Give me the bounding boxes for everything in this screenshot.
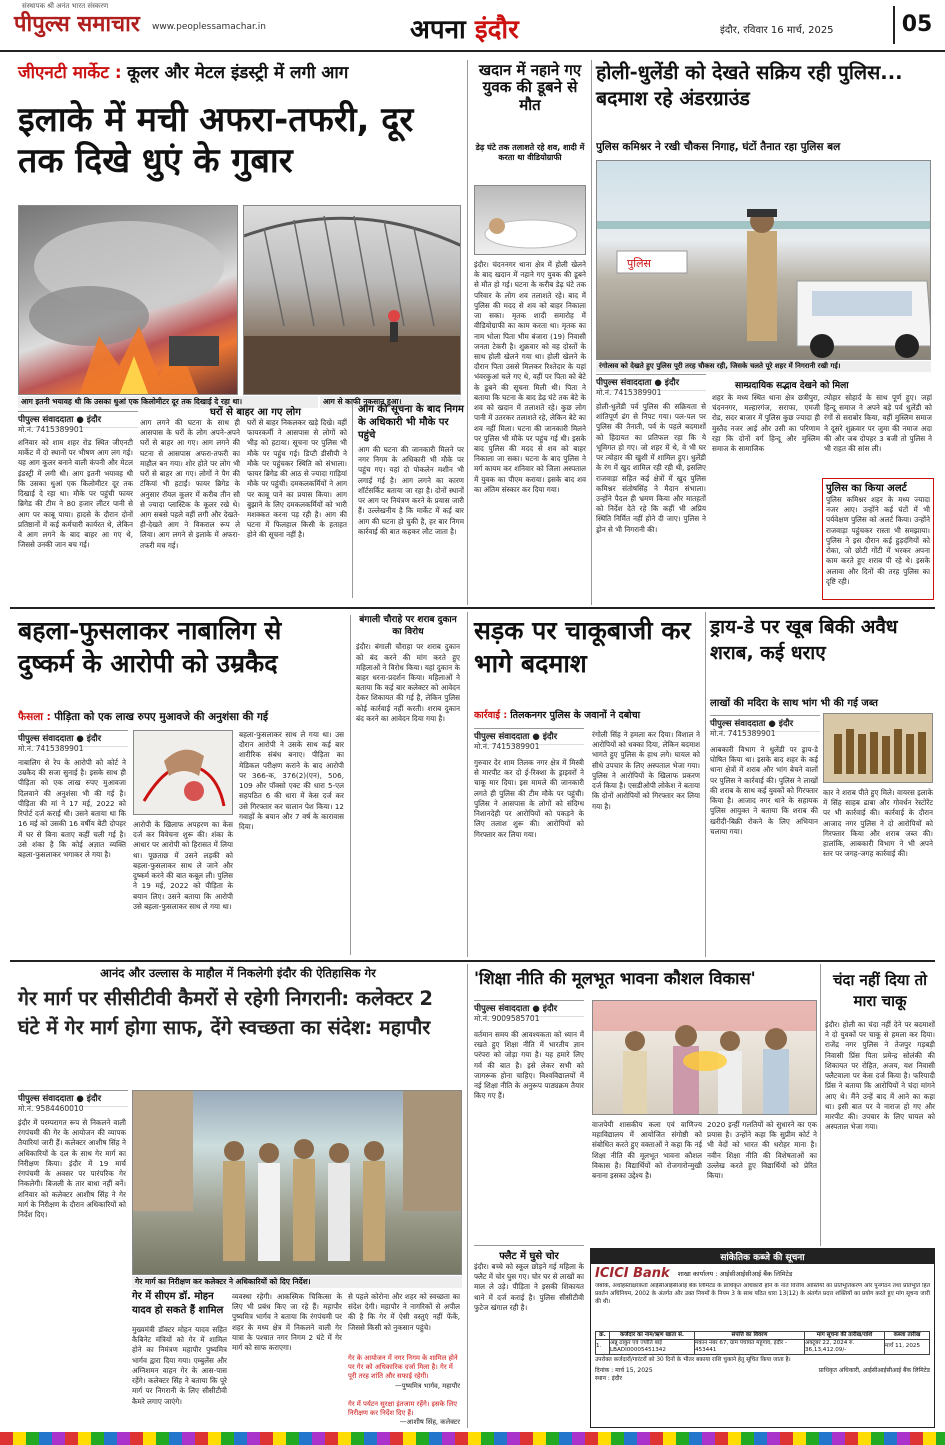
column-divider xyxy=(591,60,592,605)
police-alert-title: पुलिस का किया अलर्ट xyxy=(826,483,907,494)
police-alert-box xyxy=(822,478,934,600)
bank-notice-date: दिनांक : मार्च 15, 2025 xyxy=(595,1367,653,1375)
bank-notice-title: सांकेतिक कब्जे की सूचना xyxy=(591,1249,934,1264)
registration-color-strip xyxy=(0,1432,945,1445)
story6-deck: लाखों की मदिरा के साथ भांग भी की गई जब्त xyxy=(710,698,878,709)
table-header-cell: क्र. xyxy=(596,1332,610,1340)
officials-inspection-illustration xyxy=(133,1091,462,1275)
story4-headline: बहला-फुसलाकर नाबालिग से दुष्कर्म के आरोपी को उम्रकैद xyxy=(18,616,282,678)
story4-byline: पीपुल्स संवाददाता ● इंदौर xyxy=(18,730,128,747)
story2-text: इंदौर। चंदननगर थाना क्षेत्र में होली खेलने के बाद खदान में नहाने गए युवक की डूबने से मौत हो गई। घटना के करीब डेढ़ घंटे तक परिवार के लोग शव तलाशते रहे। बाद में पुलिस की मदद से शव को बाहर निकाला जा सका। मृतक शादी समारोह में वीडियोग्राफी का काम करता था। मृतक का नाम भोला पिता भीम बंजारा (19) निवासी जनता टेकरी है। शुक्रवार को वह दोस्तों के साथ होली खेलने गया था। होली खेलने के दौरान पिता उससे मिलकर रिश्तेदार के यहां भंवरकुआं चले गए थे, वहीं पर पिता को बेटे के डूबने की सूचना मिली थी। पिता ने बताया कि घटना के बाद डेढ़ घंटे तक बेटे के शव को खदान में तलाशते रहे। कुछ लोग पानी में उतरकर तलाशते रहे, लेकिन बेटे का शव नहीं मिला। घटना की जानकारी मिलने पर पुलिस भी मौके पर पहुंच गई थी। इसके बाद पुलिस की मदद से शव को बाहर निकाला जा सका। घटना के बाद पुलिस ने मर्ग कायम कर शनिवार को जिला अस्पताल में युवक का पीएम कराया। इसके बाद शव का अंतिम संस्कार कर दिया गया। xyxy=(474,260,586,494)
story4-sidebox-text: इंदौर। बंगाली चौराहा पर शराब दुकान को बंद करने की मांग करते हुए महिलाओं ने विरोध किया। यहां दुकान के बाहर धरना-प्रदर्शन किया। महिलाओं ने बताया कि कई बार कलेक्टर को आवेदन देकर शिकायत की गई है, लेकिन पुलिस कोई कार्रवाई नहीं करती। शराब दुकान बंद करने का आवेदन दिया गया है। xyxy=(356,642,460,723)
story4-sidebox xyxy=(350,615,460,955)
bank-notice-table-header xyxy=(596,1332,930,1340)
story8-photo xyxy=(592,1000,817,1115)
story8-mobile: मो.नं. 9009585701 xyxy=(474,1014,540,1023)
story6-byline: पीपुल्स संवाददाता ● इंदौर xyxy=(710,715,820,732)
story1-sidebox xyxy=(352,403,464,598)
section-title xyxy=(410,10,519,46)
story3-photo-caption: रंगोत्सव को देखते हुए पुलिस पूरी तरह चौकस रही, जिसके चलते पूरे शहर में निगरानी रखी गई। xyxy=(596,361,931,372)
story2-photo xyxy=(474,185,586,255)
theft-subhead: फ्लैट में घुसे चोर xyxy=(474,1245,584,1262)
story6-mobile: मो.नं. 7415389901 xyxy=(710,729,776,738)
story1-byline: पीपुल्स संवाददाता ● इंदौर xyxy=(18,411,138,428)
story4-sidebox-title: बंगाली चौराहे पर शराब दुकान का विरोध xyxy=(359,615,457,637)
story7-text-col3: व्यवस्था रहेगी। आकस्मिक चिकित्सा के लिए भी प्रबंध किए जा रहे हैं। महापौर पुष्यमित्र भार्गव ने बताया कि रंगपंचमी पर शहर के मध्य क्षेत्र में निकलने वाली गेर यात्रा के पश्चात नगर निगम 2 घंटे में गेर मार्ग को साफ कराएगा। xyxy=(232,1292,342,1353)
bank-notice-table xyxy=(595,1331,930,1355)
table-cell: अन्नू ठाकुर एवं ज्योति बाई LBADI00005451342 xyxy=(610,1339,695,1354)
mayor-quote xyxy=(348,1354,460,1391)
story1-sidebox-text: आग की घटना की जानकारी मिलने पर नगर निगम के अधिकारी भी मौके पर पहुंच गए। यहां दो पोकलेन मशीन भी लगाई गई है। आग लगने का कारण शॉर्टसर्किट बताया जा रहा है। दोनों स्थानों पर आग पर नियंत्रण करने के प्रयास जारी हैं। उल्लेखनीय है कि मार्केट में कई बार आग की घटना हो चुकी है, हर बार निगम कार्रवाई की बात कहकर लौट जाता है। xyxy=(358,445,464,536)
masthead xyxy=(0,0,945,52)
bank-notice-date-place xyxy=(595,1366,653,1382)
fire-photo-2 xyxy=(243,205,461,395)
section-title-accent: इंदौर xyxy=(474,15,519,45)
story5-mobile: मो.नं. 7415389901 xyxy=(474,742,540,751)
column-divider xyxy=(820,964,821,1246)
story3-mobile: मो.नं. 7415389901 xyxy=(596,388,662,397)
story8-headline: 'शिक्षा नीति की मूलभूत भावना कौशल विकास' xyxy=(474,969,756,988)
collector-quote xyxy=(348,1400,460,1426)
seminar-felicitation-illustration xyxy=(593,1001,817,1115)
story8-text-col2: वाजपेयी शासकीय कला एवं वाणिज्य महाविद्यालय में आयोजित संगोष्ठी को संबोधित करते हुए वक्ताओं ने कहा कि नई शिक्षा नीति की मूलभूत भावना कौशल विकास है। विद्यार्थियों को रोजगारोन्मुखी बनाना इसका उद्देश्य है। xyxy=(592,1120,702,1181)
column-divider xyxy=(467,612,468,957)
story7-byline: पीपुल्स संवाददाता ● इंदौर xyxy=(18,1090,128,1107)
police-alert-text: पुलिस कमिश्नर शहर के मध्य ज्यादा नजर आए। उन्होंने कई घंटों में भी पर्यवेक्षण पुलिस को अलर्ट किया। उन्होंने राजवाड़ा पहुंचकर रास्ता भी समझाया। पुलिस ने इस दौरान कई हुड़दंगियों को रोका, जो छोटी गोंटी में भरकर अपना काम करते हुए शराब पी रहे थे। इसके अलावा और दिनों की तरह पुलिस का दृष्टि रही। xyxy=(826,495,930,586)
bank-notice-signature-row xyxy=(591,1364,934,1384)
story1-subhead: घरों से बाहर आ गए लोग xyxy=(210,407,301,418)
story1-sidebox-title: आग की सूचना के बाद निगम के अधिकारी भी मौके पर पहुंचे xyxy=(358,404,464,441)
story4-kicker-label: फैसला : xyxy=(18,711,51,723)
story3-subhead: साम्प्रदायिक सद्भाव देखने को मिला xyxy=(735,381,849,391)
story7-photo-caption: गेर मार्ग का निरीक्षण कर कलेक्टर ने अधिकारियों को दिए निर्देश। xyxy=(132,1276,462,1288)
police-checkpoint-illustration xyxy=(597,161,931,360)
mayor-quote-text: गेर के आयोजन में नगर निगम के शामिल होने पर गेर को अधिकारिक दर्जा मिला है। गेर में पूरी तरह शांति और सफाई रहेगी। xyxy=(348,1354,458,1381)
story3-deck: पुलिस कमिश्नर ने रखी चौकस निगाह, घंटों तैनात रहा पुलिस बल xyxy=(596,141,841,153)
fire-photo-1-caption: आग इतनी भयावह थी कि उसका धुआं एक किलोमीटर दूर तक दिखाई दे रहा था। xyxy=(18,396,318,408)
section-rule xyxy=(10,960,935,962)
table-cell: मकान नंबर 67, ग्राम पंचायत महूगांव, इंदौर - 453441 xyxy=(695,1339,805,1354)
story9-text: इंदौर। होली का चंदा नहीं देने पर बदमाशों ने दो युवकों पर चाकू से हमला कर दिया। राजेंद्र नगर पुलिस ने तेजपुर गड़बड़ी निवासी प्रिंस पिता प्रमेन्द्र सोलंकी की शिकायत पर रोहित, अजय, यश निवासी फ्लैटवाला पर केस दर्ज किया है। फरियादी प्रिंस ने बताया कि आरोपियों ने चंदा मांगने आए थे। मैंने उन्हें बाद में आने का कहा था। इसी बात पर वे नाराज हो गए और मारपीट की। उपचार के लिए घायल को अस्पताल भेजा गया। xyxy=(825,1020,935,1132)
story1-headline: इलाके में मची अफरा-तफरी, दूर तक दिखे धुएं के गुबार xyxy=(18,100,414,182)
column-divider xyxy=(705,612,706,957)
story1-kicker-label: जीएनटी मार्केट : xyxy=(18,63,122,83)
story6-text-col1: आबकारी विभाग ने धुलेंडी पर ड्राय-डे घोषित किया था। इसके बाद शहर के कई थाना क्षेत्रों में शराब और भांग बेचने वालों पर पुलिस ने कार्रवाई की। पुलिस ने लाखों की शराब के साथ कई युवकों को गिरफ्तार किया है। आजाद नगर थाने के सहायक पुलिस आयुक्त ने बताया कि शराब की खरीदी-बिक्री रोकने के लिए अभियान चलाया गया। xyxy=(710,745,818,836)
covered-body-illustration xyxy=(475,186,586,255)
table-header-cell: कर्जदार का नाम/ऋण खाता सं. xyxy=(610,1332,695,1340)
story4-kicker-text: पीड़िता को एक लाख रुपए मुआवजे की अनुशंसा की गई xyxy=(54,711,269,723)
theft-text: इंदौर। बच्चे को स्कूल छोड़ने गई महिला के फ्लैट में चोर घुस गए। चोर घर से लाखों का माल ले उड़े। पीड़िता ने इसकी शिकायत थाने में दर्ज कराई है। पुलिस सीसीटीवी फुटेज खंगाल रही है। xyxy=(474,1262,584,1312)
story3-headline: होली-धुलेंडी को देखते सक्रिय रही पुलिस... बदमाश रहे अंडरग्राउंड xyxy=(596,61,903,110)
bank-notice-sign: प्राधिकृत अधिकारी, आईसीआईसीआई बैंक लिमिटेड xyxy=(818,1367,930,1375)
table-cell: 1. xyxy=(596,1339,610,1354)
story2-deck: डेढ़ घंटे तक तलाशते रहे शव, शादी में करता था वीडियोग्राफी xyxy=(475,143,585,163)
story1-text-col1: शनिवार को शाम शहर रोड स्थित जीएनटी मार्केट में दो स्थानों पर भीषण आग लग गई। यह आग कूलर बनाने वाली कंपनी और मेटल इंडस्ट्री में लगी थी। आग इतनी भयावह थी कि उसका धुआं एक किलोमीटर दूर तक दिखाई दे रहा था। मौके पर पहुंची फायर ब्रिगेड की टीम ने 80 हजार लीटर पानी से आग पर काबू पाया। हादसे के दौरान दोनों प्रतिष्ठानों में कई कर्मचारी कार्यरत थे, लेकिन वे आग लगने के बाद बाहर आ गए थे, जिससे उनकी जान बच गई। xyxy=(18,438,133,550)
story4-text-col3: बहला-फुसलाकर साथ ले गया था। उस दौरान आरोपी ने उसके साथ कई बार शारीरिक संबंध बनाए। पीड़िता का मेडिकल परीक्षण कराने के बाद आरोपी पर 366-क, 376(2)(एन), 506, 109 और पॉक्सो एक्ट की धारा 5-एल सहपठित 6 की धारा में केस दर्ज कर उसे गिरफ्तार कर चालान पेश किया। 12 गवाहों के बयान और 7 वर्ष के कारावास दिया। xyxy=(239,730,344,831)
fire-photo-1 xyxy=(18,205,238,395)
section-rule xyxy=(10,607,935,609)
collector-quote-text: गेर में पर्यटन सुरक्षा इंतजाम रहेंगे। इसके लिए निरीक्षण कर निर्देश दिए हैं। xyxy=(348,1400,457,1417)
bank-notice-footer: उपरोक्त कर्जदारों/गारंटरों को 30 दिनों के भीतर बकाया राशि चुकाने हेतु सूचित किया जाता है। xyxy=(595,1356,791,1363)
bank-branch: शाखा कार्यालय : आईसीआईसीआई बैंक लिमिटेड xyxy=(677,1270,793,1278)
story2-headline: खदान में नहाने गए युवक की डूबने से मौत xyxy=(478,61,582,114)
story3-text-col3: त्योहार सोहार्द के साथ पूर्ण हुए। जहां हिन्दू समाज ने अपने बड़े पर्व धुलेंडी को रंगों से सराबोर किया, वहीं मुस्लिम समाज ने दूसरे शुक्रवार पर जुमा की नमाज अदा की और जब दोपहर 3 बजी तो पुलिस ने भी राहत की सांस ली। xyxy=(824,393,932,454)
table-cell: मार्च 11, 2025 xyxy=(885,1339,930,1354)
story1-kicker-text: कूलर और मेटल इंडस्ट्री में लगी आग xyxy=(127,63,349,83)
story4-illustration xyxy=(133,730,233,815)
story8-text-col1: वर्तमान समय की आवश्यकता को ध्यान में रखते हुए शिक्षा नीति में भारतीय ज्ञान परंपरा को जोड़ा गया है। यह हमारे लिए गर्व की बात है। इसे लेकर सभी को जागरूक होना चाहिए। विश्वविद्यालयों में नई शिक्षा नीति के अनुरूप पाठ्यक्रम तैयार किए गए हैं। xyxy=(474,1030,584,1101)
story7-mobile: मो.नं. 9584460010 xyxy=(18,1104,84,1113)
story4-mobile: मो.नं. 7415389901 xyxy=(18,744,84,753)
section-title-main: अपना xyxy=(410,15,466,45)
story3-text-col1: होली-धुलेंडी पर्व पुलिस की सक्रियता से शांतिपूर्ण ढंग से निपट गया। पल-पल पर पुलिस की तैनाती, पर्व के पहले बदमाशों को हिदायत का प्रतिफल रहा कि ये भूमिगत हो गए। जो शहर में थे, वे भी घर पर त्योहार की खुशी में शामिल हुए। धुलेंडी के रंग में खुद शामिल रही रही थी, इसलिए राजवाड़ा सहित कई क्षेत्रों में खुद पुलिस कमिश्नर संतोषसिंह ने मैदान संभाला। उन्होंने पैदल ही भ्रमण किया और मातहतों को निर्देश देते रहे कि कहीं भी अप्रिय स्थिति निर्मित नहीं होने दी जाए। पुलिस ने ड्रोन से भी निगरानी की। xyxy=(596,402,706,534)
story7-headline: गेर मार्ग पर सीसीटीवी कैमरों से रहेगी निगरानी: कलेक्टर 2 घंटे में गेर मार्ग होगा साफ, देंगे स्वच्छता का संदेश: महापौर xyxy=(18,987,433,1040)
bank-notice-place: स्थान : इंदौर xyxy=(595,1375,622,1383)
burnt-shed-illustration xyxy=(244,206,461,395)
story5-kicker-text: तिलकनगर पुलिस के जवानों ने दबोचा xyxy=(510,710,641,721)
story3-photo xyxy=(596,160,931,360)
story7-text-col1: इंदौर में परम्परागत रूप से निकलने वाली रंगपंचमी की गेर के आयोजन की व्यापक तैयारियां जारी हैं। कलेक्टर आशीष सिंह ने अधिकारियों के दल के साथ गेर मार्ग का निरीक्षण किया। इंदौर में 19 मार्च रंगपंचमी के अवसर पर पारंपरिक गेर निकलेगी। बिजली के तार बाधा नहीं बनें। शनिवार को कलेक्टर आशीष सिंह ने गेर मार्ग के निरीक्षण के दौरान अधिकारियों को निर्देश दिए। xyxy=(18,1118,126,1219)
story6-headline: ड्राय-डे पर खूब बिकी अवैध शराब, कई धराए xyxy=(710,616,898,664)
table-header-cell: मांग सूचना की तारीख/राशि xyxy=(805,1332,885,1340)
story1-text-col3: घरों से बाहर निकलकर खड़े दिखे। वहीं फायरकर्मी ने आसपास से लोगों को भीड़ को हटाया। सूचना पर पुलिस भी मौके पर पहुंच गई। डिप्टी डीसीपी ने मौके पर पहुंचकर स्थिति को संभाला। फायर ब्रिगेड की आठ से ज्यादा गाड़ियां मौके पर पहुंचीं। दमकलकर्मियों ने आग पर काबू पाने का प्रयास किया। आग बुझाने के लिए दमकलकर्मियों को भारी मशक्कत करना पड़ रही है। आग की घटना में फिलहाल किसी के हताहत होने की सूचना नहीं है। xyxy=(247,418,347,540)
barricade-label: पुलिस xyxy=(627,257,651,270)
fire-smoke-illustration xyxy=(19,206,238,395)
logo-tagline: संस्थापक श्री अनंत भारत संस्करण xyxy=(22,2,109,10)
story5-headline: सड़क पर चाकूबाजी कर भागे बदमाश xyxy=(474,616,691,678)
dateline: इंदौर, रविवार 16 मार्च, 2025 xyxy=(720,25,834,36)
story7-subhead: गेर में सीएम डॉ. मोहन यादव हो सकते हैं शामिल xyxy=(132,1291,224,1316)
story6-text-col2: कार ने शराब पीते हुए मिले। वायरस इलाके में सिंह साहब ढाबा और गोवर्धन रेस्टोरेंट पर भी कार्रवाई की। कार्रवाई के दौरान आजाद नगर पुलिस ने दो आरोपियों को गिरफ्तार किया और शराब जब्त की। हालांकि, आबकारी विभाग ने भी अपने स्तर पर जगह-जगह कार्रवाई की। xyxy=(823,788,933,859)
bank-notice xyxy=(590,1248,935,1428)
page-number: 05 xyxy=(893,6,939,44)
bank-notice-header xyxy=(591,1264,934,1283)
story1-mobile: मो.नं. 7415389901 xyxy=(18,425,84,434)
story7-text-col4: से पहले कोरोना और शहर को स्वच्छता का संदेश देगी। महापौर ने नागरिकों से अपील की है कि गेर में ऐसी वस्तुएं नहीं फेंकें, जिससे किसी को नुकसान पहुंचे। xyxy=(348,1292,460,1332)
story1-text-col2: आग लगने की घटना के साथ ही आसपास के घरों के लोग अपने-अपने घरों से बाहर आ गए। आग लगने की घटना से आसपास अफरा-तफरी का माहौल बन गया। शोर होते पर लोग भी घरों से बाहर आ गए। लोगों ने पैग की टंकियां भी हटाईं। फायर ब्रिगेड के अनुसार रॉयल कूलर में करीब तीन सौ से ज्यादा प्लास्टिक के कूलर रखे थे। आग सबसे पहले वहीं लगी और देखते-ही-देखते आग ने विकराल रूप ले लिया। आग लगने से इलाके में अफरा-तफरी मच गई। xyxy=(140,418,240,550)
table-row xyxy=(596,1339,930,1354)
mayor-quote-author: —पुष्यमित्र भार्गव, महापौर xyxy=(394,1381,460,1390)
table-cell: अक्टूबर 22, 2024 रु. 36,13,412.09/- xyxy=(805,1339,885,1354)
fire-photo-2-caption: आग से काफी नुकसान हुआ। xyxy=(320,396,461,408)
seized-bottles-illustration xyxy=(824,714,933,783)
story5-kicker-label: कार्रवाई : xyxy=(474,710,508,721)
story5-text-col1: गुरुवार देर शाम तिलक नगर क्षेत्र में मिस्त्री से मारपीट कर दो ई-रिक्शा के ड्राइवरों ने चाकू मार दिया। इस मामले की जानकारी लगते ही पुलिस की टीम मौके पर पहुंची। पुलिस ने आसपास के लोगों को संदिग्ध निशानदेही पर आरोपियों को पकड़ने के लिए तलाश शुरू की। आरोपियों को गिरफ्तार कर लिया गया। xyxy=(474,758,584,839)
bank-notice-body: जबकि, अधोहस्ताक्षरकर्ता आईसीआईसीआई बैंक लिमिटेड के प्राधिकृत अधिकारी होने के नाते वित्तीय आस्तियों का प्रतिभूतिकरण और पुनर्गठन तथा प्रतिभूति हित प्रवर्तन अधिनियम, 2002 के अंतर्गत और उक्त नियमों के नियम 3 के साथ पठित धारा 13(12) के अंतर्गत प्रदत्त शक्तियों का प्रयोग करते हुए मांग सूचना जारी की थी। xyxy=(595,1283,930,1305)
story4-text-col1: नाबालिग से रेप के आरोपी को कोर्ट ने उम्रकैद की सजा सुनाई है। इसके साथ ही पीड़िता को एक लाख रुपए मुआवजा दिलवाने की अनुशंसा भी की गई है। पीड़िता की मां ने 17 मई, 2022 को रिपोर्ट दर्ज कराई थी। उसने बताया था कि 16 मई को उसकी 16 वर्षीय बेटी दोपहर में घर से बिना बताए कहीं चली गई है। उसे शंका है कि कोई अज्ञात व्यक्ति बहला-फुसलाकर भगाकर ले गया है। xyxy=(18,758,126,859)
story6-photo xyxy=(823,713,933,783)
website-url[interactable]: www.peoplessamachar.in xyxy=(152,22,266,32)
story8-text-col3: 2020 इन्हीं गलतियों को सुधारने का एक प्रयास है। उन्होंने कहा कि सुप्रीम कोर्ट ने भी वेदों को भारत की धरोहर माना है। नवीन शिक्षा नीति की विशेषताओं का उल्लेख करते हुए विद्यार्थियों को प्रेरित किया। xyxy=(707,1120,817,1181)
newspaper-logo: पीपुल्स समाचार xyxy=(14,12,140,37)
grabbing-hand-icon xyxy=(134,731,233,815)
column-divider xyxy=(467,964,468,1428)
story8-byline: पीपुल्स संवाददाता ● इंदौर xyxy=(474,1000,584,1017)
story1-kicker xyxy=(18,60,458,83)
story3-text-col2: शहर के मध्य स्थित थाना क्षेत्र छत्रीपुरा, चंदननगर, मल्हारगंज, सराफा, एमजी रोड, सदर बाजार में पुलिस कुछ ज्यादा ही मुस्तैद नजर आई और उसी का परिणाम रहा कि दोनों वर्ग हिन्दू और मुस्लिम समाज के सामाजिक xyxy=(712,393,820,454)
collector-quote-author: —आशीष सिंह, कलेक्टर xyxy=(399,1417,460,1426)
story3-byline: पीपुल्स संवाददाता ● इंदौर xyxy=(596,374,706,391)
story5-kicker xyxy=(474,708,699,721)
bank-logo: ICICI Bank xyxy=(595,1266,670,1281)
table-header-cell: कब्जा तारीख xyxy=(885,1332,930,1340)
column-divider xyxy=(467,60,468,605)
story9-headline: चंदा नहीं दिया तो मारा चाकू xyxy=(832,971,928,1010)
story5-text-col2: रंगोली सिंह ने हमला कर दिया। विशाल ने आरोपियों को धक्का दिया, लेकिन बदमाश भागते हुए पुलिस के हाथ लगे। घायल को सीधे उपचार के लिए अस्पताल भेजा गया। पुलिस ने आरोपियों के खिलाफ प्रकरण दर्ज किया है। एसडीओपी लोकेश ने बताया कि दोनों आरोपियों को गिरफ्तार कर लिया गया है। xyxy=(592,730,700,811)
story7-overline: आनंद और उल्लास के माहौल में निकलेगी इंदौर की ऐतिहासिक गेर xyxy=(100,966,376,980)
story7-photo xyxy=(132,1090,462,1275)
story7-text-col2: मुख्यमंत्री डॉक्टर मोहन यादव सहित कैबिनेट मंत्रियों को गेर में शामिल होने का निमंत्रण महापौर पुष्यमित्र भार्गव द्वारा दिया गया। एम्बुलेंस और अग्निशमन वाहन गेर के आस-पास रहेंगे। कलेक्टर सिंह ने बताया कि पूरे मार्ग पर निगरानी के लिए सीसीटीवी कैमरे लगाए जाएंगे। xyxy=(132,1325,227,1406)
table-header-cell: संपत्ति का विवरण xyxy=(695,1332,805,1340)
story5-byline: पीपुल्स संवाददाता ● इंदौर xyxy=(474,728,584,745)
story4-text-col2: आरोपी के खिलाफ अपहरण का केस दर्ज कर विवेचना शुरू की। शंका के आधार पर आरोपी को हिरासत में लिया था। पूछताछ में उसने लड़की को बहला-फुसलाकर साथ ले जाने और दुष्कर्म करने की बात कबूल ली। पुलिस ने 19 मई, 2022 को पीड़िता के बयान लिए। उसने बताया कि आरोपी उसे बहला-फुसलाकर साथ ले गया था। xyxy=(133,820,233,911)
